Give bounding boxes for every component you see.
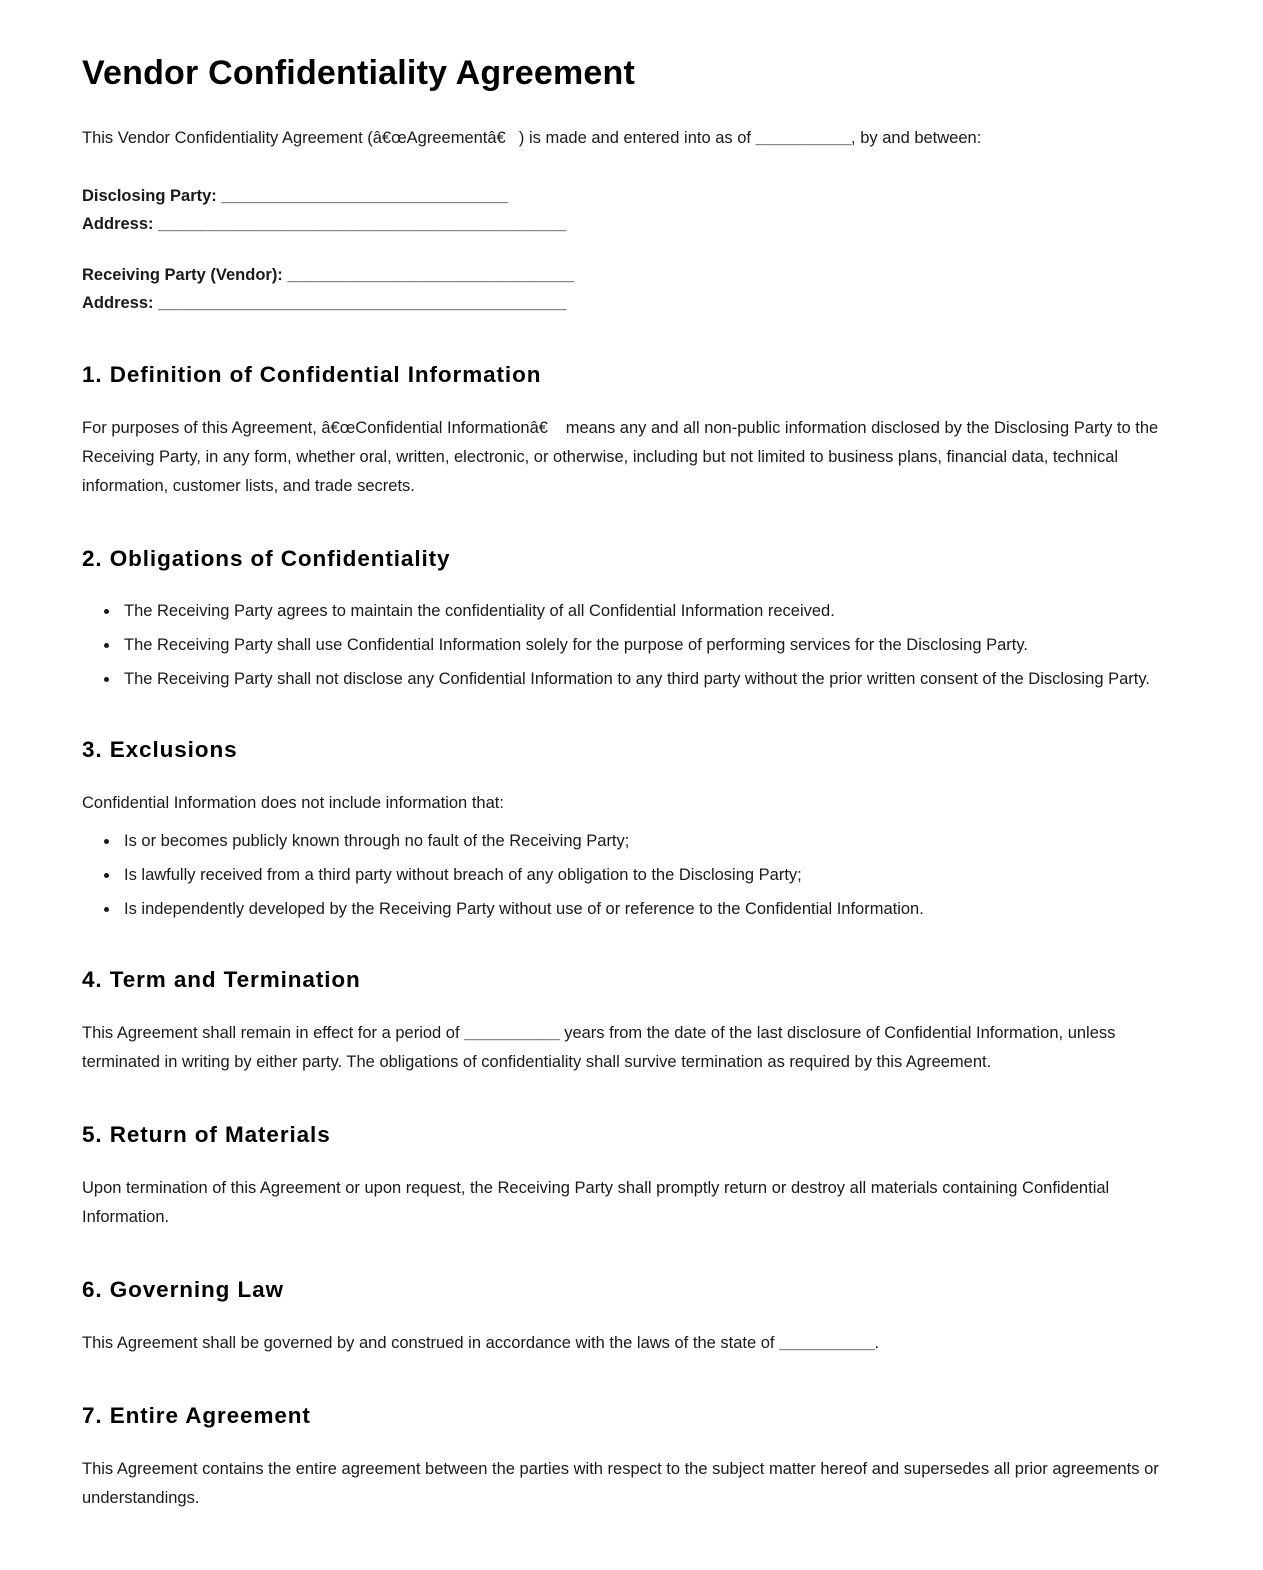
list-item: • Is lawfully received from a third party without breach of any obligation to the Disclosing Party; [120,862,1175,889]
intro-date-blank[interactable]: ___________ [755,129,852,148]
receiving-party-name-line [82,261,1175,289]
section-heading: 3. Exclusions [82,737,238,763]
receiving-party-block [82,261,1175,318]
disclosing-party-address-blank[interactable]: _______________________________________________ [158,215,566,234]
list-item: • The Receiving Party shall not disclose any Confidential Information to any third party without the prior written consent of the Disclosing Party. [120,666,1175,693]
section-heading: 2. Obligations of Confidentiality [82,546,451,572]
section-governing-law [82,1276,1175,1358]
section-paragraph [82,1019,1175,1077]
governing-state-blank[interactable]: ___________ [779,1333,875,1352]
disclosing-party-block [82,182,1175,239]
section-term-termination [82,966,1175,1077]
intro-paragraph [82,126,1175,152]
governing-text-before-blank: This Agreement shall be governed by and construed in accordance with the laws of the state of [82,1333,780,1352]
disclosing-party-name-blank[interactable]: _________________________________ [221,186,508,205]
disclosing-party-address-label: Address: [82,215,154,234]
section-obligations [82,545,1175,692]
disclosing-party-address-line [82,210,1175,238]
term-years-blank[interactable]: ___________ [464,1024,560,1043]
exclusions-list [82,828,1175,922]
receiving-party-label: Receiving Party (Vendor): [82,265,283,284]
page-title: Vendor Confidentiality Agreement [82,54,635,92]
section-heading: 4. Term and Termination [82,967,361,993]
term-text-before-blank: This Agreement shall remain in effect for a period of [82,1024,465,1043]
intro-text-after-blank: , by and between: [851,129,982,148]
section-paragraph [82,1329,1175,1358]
list-item: • The Receiving Party agrees to maintain the confidentiality of all Confidential Information received. [120,598,1175,625]
section-heading: 5. Return of Materials [82,1122,331,1148]
obligations-list [82,598,1175,692]
list-item: • Is independently developed by the Receiving Party without use of or reference to the Confidential Information. [120,896,1175,923]
receiving-party-name-blank[interactable]: _________________________________ [287,265,574,284]
intro-text-before-blank: This Vendor Confidentiality Agreement (â€œAgreementâ€) is made and entered into as of [82,129,756,148]
section-heading: 6. Governing Law [82,1276,284,1302]
section-heading: 7. Entire Agreement [82,1402,311,1428]
section-exclusions [82,736,1175,922]
list-item: • Is or becomes publicly known through no fault of the Receiving Party; [120,828,1175,855]
disclosing-party-name-line [82,182,1175,210]
governing-text-after-blank: . [874,1333,880,1352]
list-item: • The Receiving Party shall use Confidential Information solely for the purpose of performing services for the Disclosing Party. [120,632,1175,659]
section-definition [82,361,1175,501]
section-entire-agreement [82,1402,1175,1513]
section-paragraph: Upon termination of this Agreement or upon request, the Receiving Party shall promptly return or destroy all materials containing Confidential Information. [82,1179,1110,1226]
section-return-of-materials [82,1121,1175,1232]
section-paragraph: For purposes of this Agreement, â€œConfidential Informationâ€ means any and all non-public information disclosed by the Disclosing Party to the Receiving Party, in any form, whether oral, written, electronic, or otherwise, including but not limited to business plans, financial data, technical information, customer lists, and trade secrets. [82,419,1159,496]
section-paragraph: This Agreement contains the entire agreement between the parties with respect to the subject matter hereof and supersedes all prior agreements or understandings. [82,1459,1159,1507]
section-heading: 1. Definition of Confidential Information [82,362,542,388]
term-text-after-blank: years from the date of the last disclosure of Confidential Information, unless terminated in writing by either party. The obligations of confidentiality shall survive termination as required by this Agreement. [82,1024,1116,1072]
exclusions-lead-in: Confidential Information does not include information that: [82,794,504,813]
receiving-party-address-blank[interactable]: _______________________________________________ [158,294,566,313]
disclosing-party-label: Disclosing Party: [82,186,217,205]
receiving-party-address-label: Address: [82,294,154,313]
receiving-party-address-line [82,289,1175,317]
